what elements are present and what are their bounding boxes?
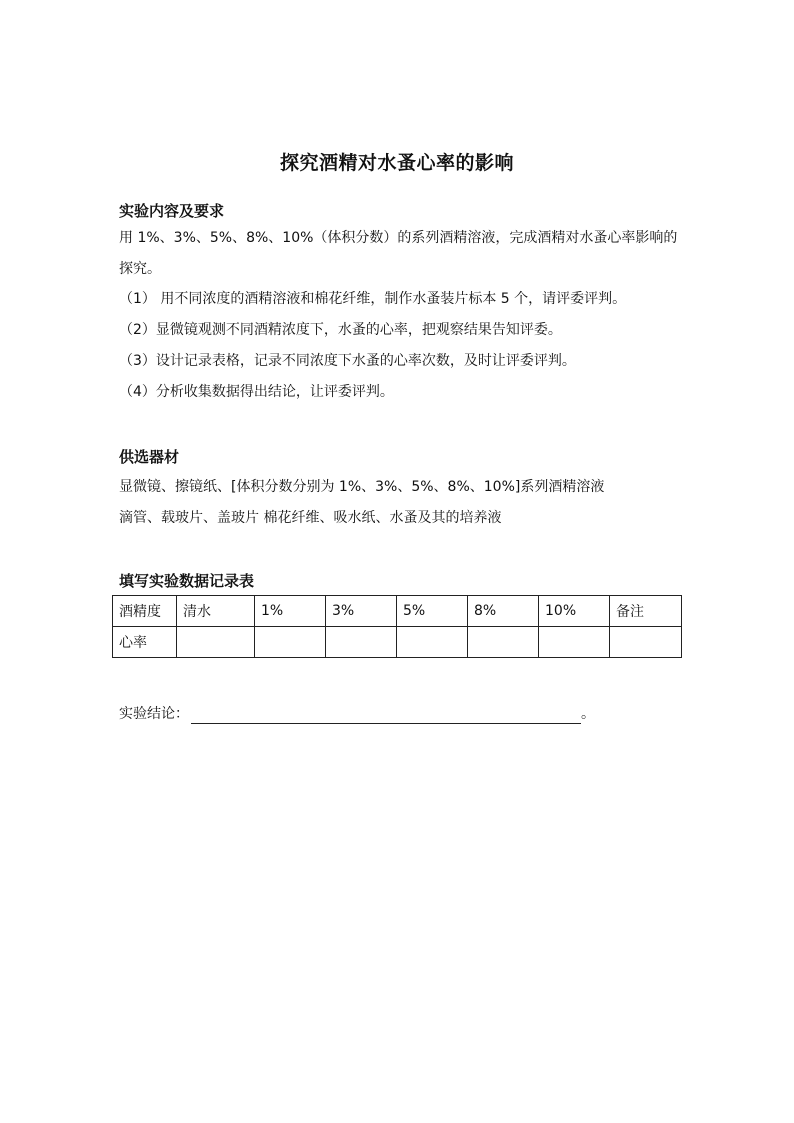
data-cell-8pct[interactable] (468, 627, 539, 658)
table-row (113, 627, 682, 658)
data-cell-10pct[interactable] (539, 627, 610, 658)
data-cell-water[interactable] (177, 627, 255, 658)
header-cell-3pct: 3% (326, 596, 397, 627)
header-cell-notes: 备注 (610, 596, 682, 627)
section-heading-record-table: 填写实验数据记录表 (119, 572, 255, 590)
row-label-heart-rate: 心率 (113, 627, 177, 658)
conclusion-label: 实验结论： (119, 706, 189, 722)
header-cell-8pct: 8% (468, 596, 539, 627)
conclusion-end-mark: 。 (581, 706, 595, 722)
header-cell-10pct: 10% (539, 596, 610, 627)
table-header-row (113, 596, 682, 627)
materials-line-1: 显微镜、擦镜纸、[体积分数分别为 1%、3%、5%、8%、10%]系列酒精溶液 (119, 479, 605, 495)
header-cell-1pct: 1% (255, 596, 326, 627)
data-cell-5pct[interactable] (397, 627, 468, 658)
materials-line-2: 滴管、载玻片、盖玻片 棉花纤维、吸水纸、水蚤及其的培养液 (119, 510, 502, 526)
data-cell-3pct[interactable] (326, 627, 397, 658)
requirement-item-2: （2）显微镜观测不同酒精浓度下，水蚤的心率，把观察结果告知评委。 (119, 322, 562, 338)
conclusion-line (119, 704, 595, 724)
data-cell-notes[interactable] (610, 627, 682, 658)
requirement-item-3: （3）设计记录表格，记录不同浓度下水蚤的心率次数，及时让评委评判。 (119, 353, 576, 369)
page-title: 探究酒精对水蚤心率的影响 (279, 152, 514, 174)
requirement-item-4: （4）分析收集数据得出结论，让评委评判。 (119, 384, 394, 400)
header-cell-5pct: 5% (397, 596, 468, 627)
section-heading-materials: 供选器材 (119, 448, 180, 466)
requirement-item-1: （1） 用不同浓度的酒精溶液和棉花纤维，制作水蚤装片标本 5 个，请评委评判。 (119, 291, 627, 307)
header-cell-water: 清水 (177, 596, 255, 627)
record-table (112, 595, 682, 658)
conclusion-blank[interactable] (191, 705, 581, 724)
data-cell-1pct[interactable] (255, 627, 326, 658)
header-cell-concentration: 酒精度 (113, 596, 177, 627)
requirements-intro: 用 1%、3%、5%、8%、10%（体积分数）的系列酒精溶液，完成酒精对水蚤心率影响的探究。 (119, 230, 678, 277)
section-heading-requirements: 实验内容及要求 (119, 202, 225, 220)
